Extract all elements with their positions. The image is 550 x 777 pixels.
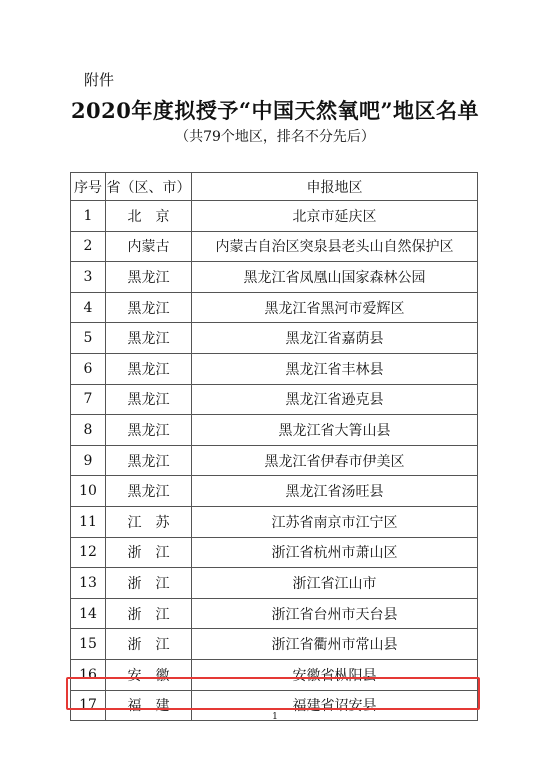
row-region: 浙江省台州市天台县 <box>192 598 478 629</box>
row-number: 15 <box>71 629 106 660</box>
row-region: 福建省诏安县 <box>192 690 478 721</box>
page-number: 1 <box>272 712 278 722</box>
row-province: 北 京 <box>106 201 192 232</box>
row-province: 浙 江 <box>106 537 192 568</box>
document-subtitle: （共79个地区，排名不分先后） <box>175 129 375 145</box>
row-province: 黑龙江 <box>106 323 192 354</box>
row-number: 6 <box>71 353 106 384</box>
row-region: 浙江省江山市 <box>192 568 478 599</box>
header-region: 申报地区 <box>192 173 478 201</box>
row-region: 黑龙江省凤凰山国家森林公园 <box>192 262 478 293</box>
table-row <box>71 323 478 354</box>
table-row <box>71 506 478 537</box>
row-region: 黑龙江省逊克县 <box>192 384 478 415</box>
row-province: 福 建 <box>106 690 192 721</box>
row-province: 江 苏 <box>106 506 192 537</box>
row-province: 黑龙江 <box>106 353 192 384</box>
row-province: 浙 江 <box>106 568 192 599</box>
table-row <box>71 537 478 568</box>
row-region: 江苏省南京市江宁区 <box>192 506 478 537</box>
table-row <box>71 568 478 599</box>
table-row <box>71 353 478 384</box>
row-province: 黑龙江 <box>106 415 192 446</box>
row-number: 8 <box>71 415 106 446</box>
row-number: 2 <box>71 231 106 262</box>
row-region: 安徽省枞阳县 <box>192 659 478 690</box>
row-province: 安 徽 <box>106 659 192 690</box>
table-row <box>71 384 478 415</box>
row-number: 16 <box>71 659 106 690</box>
row-province: 内蒙古 <box>106 231 192 262</box>
row-region: 黑龙江省丰林县 <box>192 353 478 384</box>
table-row <box>71 415 478 446</box>
row-number: 12 <box>71 537 106 568</box>
table-row <box>71 598 478 629</box>
header-number: 序号 <box>71 173 106 201</box>
row-number: 14 <box>71 598 106 629</box>
attachment-label: 附件 <box>84 71 115 89</box>
row-region: 浙江省杭州市萧山区 <box>192 537 478 568</box>
row-province: 黑龙江 <box>106 445 192 476</box>
document-title: 2020年度拟授予“中国天然氧吧”地区名单 <box>70 98 480 123</box>
row-region: 黑龙江省伊春市伊美区 <box>192 445 478 476</box>
row-number: 13 <box>71 568 106 599</box>
row-number: 4 <box>71 292 106 323</box>
row-region: 黑龙江省黑河市爱辉区 <box>192 292 478 323</box>
highlight-box <box>66 677 480 710</box>
table-row <box>71 629 478 660</box>
row-province: 浙 江 <box>106 598 192 629</box>
row-number: 11 <box>71 506 106 537</box>
header-province: 省（区、市） <box>106 173 192 201</box>
row-number: 1 <box>71 201 106 232</box>
row-number: 3 <box>71 262 106 293</box>
row-region: 浙江省衢州市常山县 <box>192 629 478 660</box>
table-body <box>71 201 478 721</box>
row-region: 黑龙江省汤旺县 <box>192 476 478 507</box>
row-number: 9 <box>71 445 106 476</box>
row-number: 17 <box>71 690 106 721</box>
region-table <box>70 172 478 721</box>
row-province: 黑龙江 <box>106 476 192 507</box>
row-region: 内蒙古自治区突泉县老头山自然保护区 <box>192 231 478 262</box>
row-region: 北京市延庆区 <box>192 201 478 232</box>
table-row <box>71 231 478 262</box>
table-row <box>71 262 478 293</box>
row-number: 5 <box>71 323 106 354</box>
row-number: 7 <box>71 384 106 415</box>
row-province: 浙 江 <box>106 629 192 660</box>
row-province: 黑龙江 <box>106 292 192 323</box>
row-province: 黑龙江 <box>106 262 192 293</box>
table-header-row <box>71 173 478 201</box>
table-row <box>71 201 478 232</box>
row-number: 10 <box>71 476 106 507</box>
row-region: 黑龙江省嘉荫县 <box>192 323 478 354</box>
row-province: 黑龙江 <box>106 384 192 415</box>
table-row <box>71 445 478 476</box>
table-row <box>71 292 478 323</box>
table-row <box>71 476 478 507</box>
row-region: 黑龙江省大箐山县 <box>192 415 478 446</box>
